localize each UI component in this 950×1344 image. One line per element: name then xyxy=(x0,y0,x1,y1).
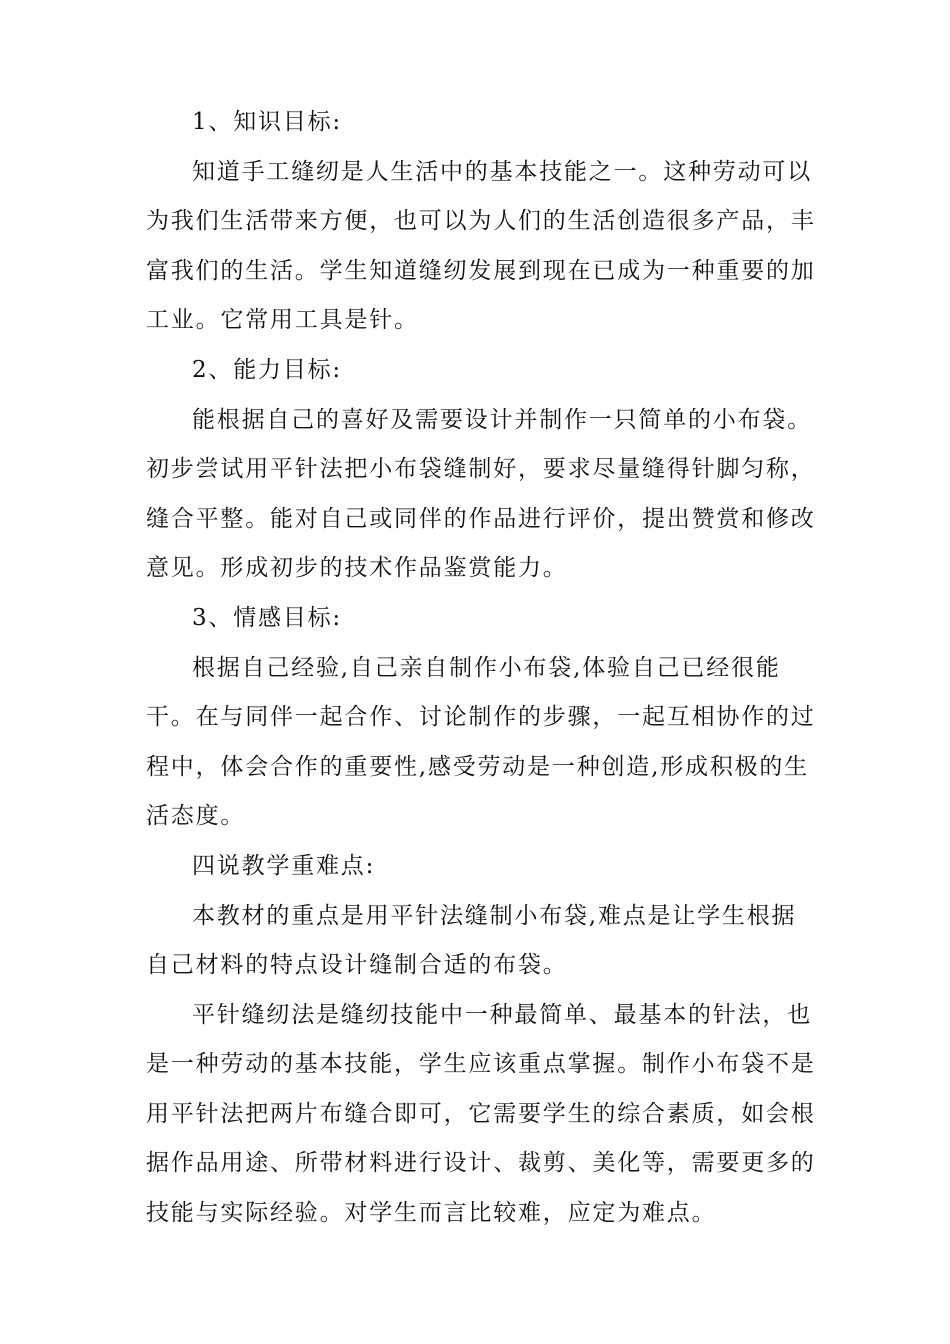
paragraph-knowledge: 知道手工缝纫是人生活中的基本技能之一。这种劳动可以为我们生活带来方便，也可以为人们的生活创造很多产品，丰富我们的生活。学生知道缝纫发展到现在已成为一种重要的加工业。它常用工具是针。 xyxy=(146,158,816,334)
paragraph-emotion: 根据自己经验,自己亲自制作小布袋,体验自己已经很能干。在与同伴一起合作、讨论制作的步骤，一起互相协作的过程中，体会合作的重要性,感受劳动是一种创造,形成积极的生活态度。 xyxy=(146,654,816,830)
document-page xyxy=(146,98,816,1239)
section-heading-ability: 2、能力目标: xyxy=(192,356,342,383)
section-heading-key-points: 四说教学重难点: xyxy=(192,852,376,879)
section-heading-knowledge: 1、知识目标: xyxy=(192,109,342,135)
paragraph-ability: 能根据自己的喜好及需要设计并制作一只简单的小布袋。初步尝试用平针法把小布袋缝制好，要求尽量缝得针脚匀称，缝合平整。能对自己或同伴的作品进行评价，提出赞赏和修改意见。形成初步的技术作品鉴赏能力。 xyxy=(146,406,816,582)
paragraph-difficulty: 平针缝纫法是缝纫技能中一种最简单、最基本的针法，也是一种劳动的基本技能，学生应该重点掌握。制作小布袋不是用平针法把两片布缝合即可，它需要学生的综合素质，如会根据作品用途、所带材料进行设计、裁剪、美化等，需要更多的技能与实际经验。对学生而言比较难，应定为难点。 xyxy=(146,1001,816,1227)
section-heading-emotion: 3、情感目标: xyxy=(192,604,342,631)
paragraph-key-points: 本教材的重点是用平针法缝制小布袋,难点是让学生根据自己材料的特点设计缝制合适的布袋。 xyxy=(146,902,797,979)
